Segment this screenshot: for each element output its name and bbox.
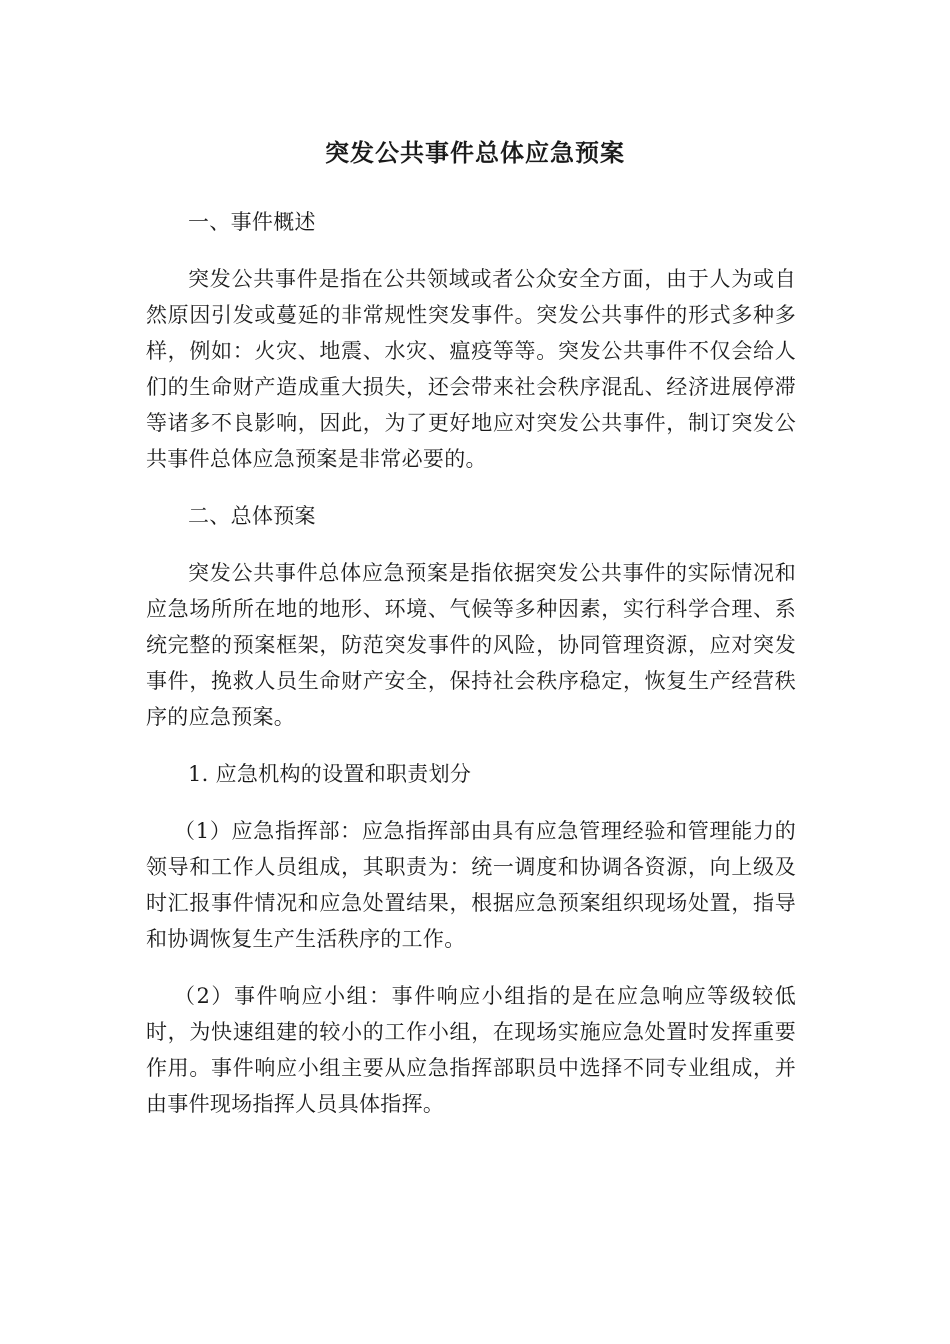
item-command-center: （1）应急指挥部：应急指挥部由具有应急管理经验和管理能力的领导和工作人员组成，其职责为：统一调度和协调各资源，向上级及时汇报事件情况和应急处置结果，根据应急预案组织现场处置，指导和协调恢复生产生活秩序的工作。 (146, 819, 796, 951)
section-heading-plan: 二、总体预案 (188, 504, 316, 528)
document-body (146, 204, 796, 1143)
plan-paragraph: 突发公共事件总体应急预案是指依据突发公共事件的实际情况和应急场所所在地的地形、环境、气候等多种因素，实行科学合理、系统完整的预案框架，防范突发事件的风险，协同管理资源，应对突发事件，挽救人员生命财产安全，保持社会秩序稳定，恢复生产经营秩序的应急预案。 (146, 561, 796, 729)
item-response-team: （2）事件响应小组：事件响应小组指的是在应急响应等级较低时，为快速组建的较小的工作小组，在现场实施应急处置时发挥重要作用。事件响应小组主要从应急指挥部职员中选择不同专业组成，并由事件现场指挥人员具体指挥。 (146, 984, 796, 1116)
subsection-heading-organization: 1. 应急机构的设置和职责划分 (188, 762, 472, 786)
page-title: 突发公共事件总体应急预案 (325, 139, 625, 167)
overview-paragraph: 突发公共事件是指在公共领域或者公众安全方面，由于人为或自然原因引发或蔓延的非常规性突发事件。突发公共事件的形式多种多样，例如：火灾、地震、水灾、瘟疫等等。突发公共事件不仅会给人们的生命财产造成重大损失，还会带来社会秩序混乱、经济进展停滞等诸多不良影响，因此，为了更好地应对突发公共事件，制订突发公共事件总体应急预案是非常必要的。 (146, 267, 796, 471)
section-heading-overview: 一、事件概述 (188, 210, 316, 234)
